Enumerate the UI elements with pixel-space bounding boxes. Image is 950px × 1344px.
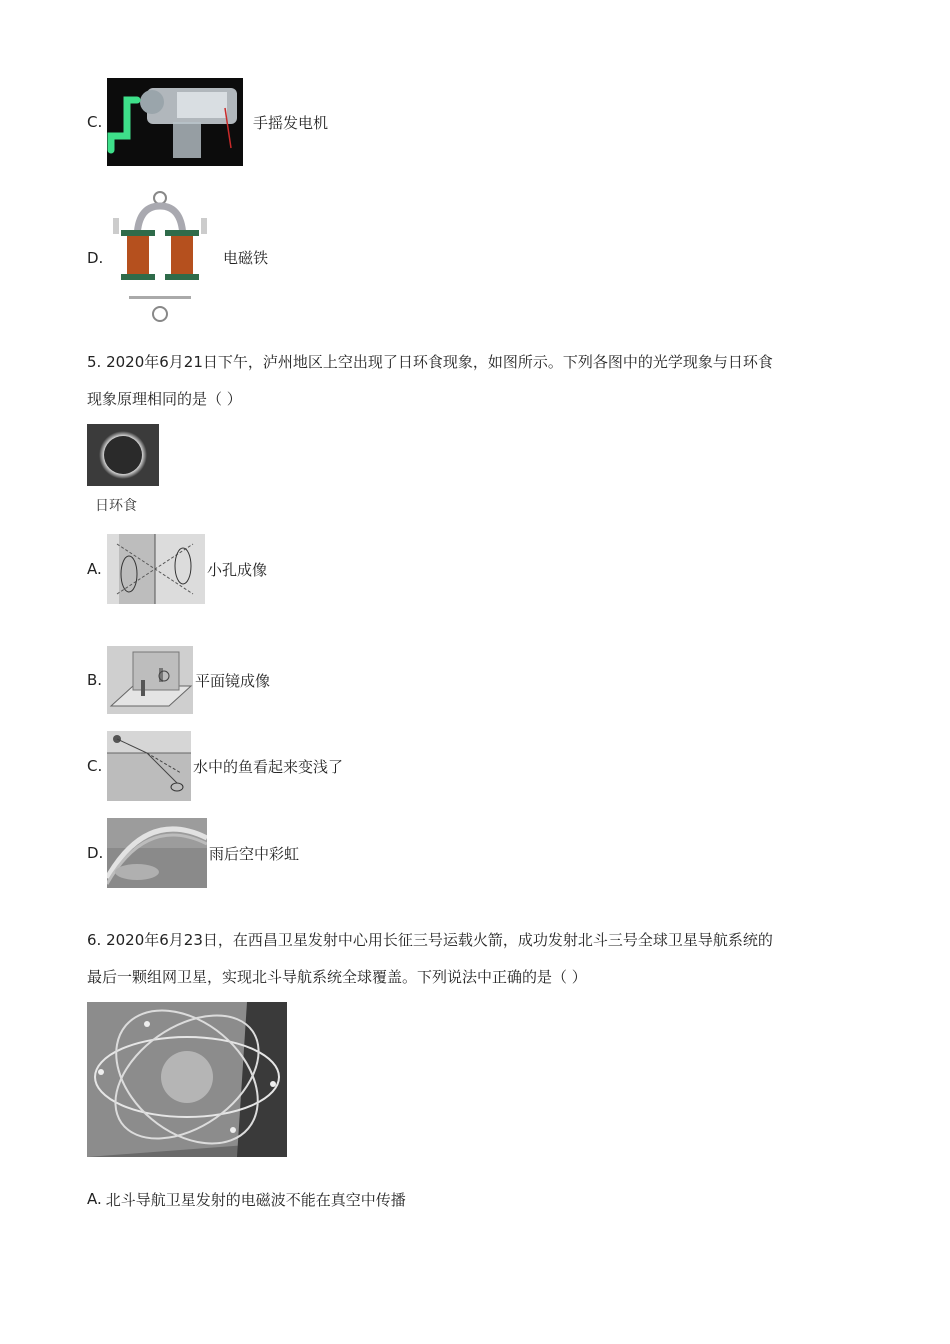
q6-option-a <box>87 1186 406 1212</box>
fish-in-water-image <box>107 731 191 801</box>
question-6-line-2: 最后一颗组网卫星，实现北斗导航系统全球覆盖。下列说法中正确的是（ ） <box>87 968 587 986</box>
q5-option-a <box>87 534 267 604</box>
option-letter: B. <box>87 671 103 689</box>
rainbow-image <box>107 818 207 888</box>
option-letter: C. <box>87 757 103 775</box>
option-letter: C. <box>87 113 103 131</box>
q5-option-b <box>87 646 270 714</box>
hand-crank-generator-image <box>107 78 243 166</box>
option-letter: A. <box>87 1190 102 1208</box>
annular-eclipse-image <box>87 424 159 486</box>
q4-option-d <box>87 190 268 325</box>
option-text: 北斗导航卫星发射的电磁波不能在真空中传播 <box>105 1190 406 1209</box>
electromagnet-image <box>107 190 213 325</box>
option-letter: D. <box>87 248 104 267</box>
pinhole-imaging-image <box>107 534 205 604</box>
question-5-stem <box>87 344 867 418</box>
question-5-line-2: 现象原理相同的是（ ） <box>87 390 242 408</box>
question-6-stem <box>87 922 867 996</box>
option-caption: 手摇发电机 <box>253 113 329 132</box>
option-caption: 平面镜成像 <box>195 671 271 690</box>
option-caption: 电磁铁 <box>223 249 269 267</box>
q5-option-d <box>87 818 299 888</box>
q5-option-c <box>87 731 343 801</box>
q4-option-c <box>87 78 328 166</box>
option-caption: 雨后空中彩虹 <box>209 844 300 863</box>
beidou-satellite-orbits-image <box>87 1002 287 1157</box>
question-6-line-1: 6. 2020年6月23日，在西昌卫星发射中心用长征三号运载火箭，成功发射北斗三号全球卫星导航系统的 <box>87 931 773 949</box>
question-5-line-1: 5. 2020年6月21日下午，泸州地区上空出现了日环食现象，如图所示。下列各图中的光学现象与日环食 <box>87 353 773 371</box>
plane-mirror-imaging-image <box>107 646 193 714</box>
option-letter: A. <box>87 560 102 578</box>
option-caption: 小孔成像 <box>207 560 268 579</box>
option-caption: 水中的鱼看起来变浅了 <box>193 757 344 776</box>
option-letter: D. <box>87 844 104 862</box>
eclipse-figure-caption: 日环食 <box>95 498 137 514</box>
